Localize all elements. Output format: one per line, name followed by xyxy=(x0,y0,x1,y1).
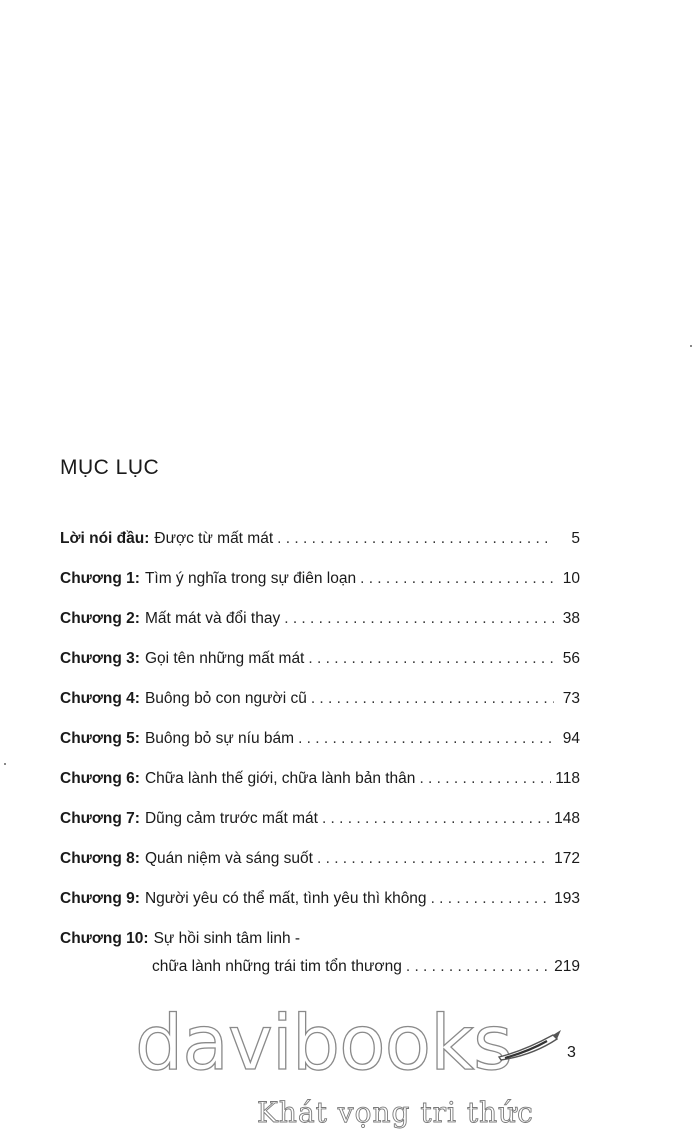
toc-entry-label: Chương 2: xyxy=(60,610,140,627)
toc-entry-chapter-8 xyxy=(60,845,580,873)
toc-entry-chapter-2 xyxy=(60,605,580,633)
toc-entry-title: Buông bỏ con người cũ xyxy=(144,690,307,707)
dot-leader xyxy=(311,685,554,713)
page-number: 3 xyxy=(567,1044,576,1061)
toc-entry-label: Lời nói đầu: xyxy=(60,530,150,547)
toc-entry-chapter-7 xyxy=(60,805,580,833)
page-title: MỤC LỤC xyxy=(60,456,160,479)
toc-entry-page: 148 xyxy=(554,810,580,827)
toc-entry-page: 5 xyxy=(571,530,580,547)
dot-leader xyxy=(360,565,554,593)
toc-entry-chapter-1 xyxy=(60,565,580,593)
watermark-logo-text: davibooks xyxy=(135,998,512,1087)
toc-entry-label: Chương 6: xyxy=(60,770,140,787)
toc-entry-title-continued: chữa lành những trái tim tổn thương xyxy=(152,958,402,975)
toc-entry-title: Dũng cảm trước mất mát xyxy=(144,810,318,827)
toc-entry-chapter-6 xyxy=(60,765,580,793)
toc-entry-page: 73 xyxy=(562,690,580,707)
toc-entry-chapter-3 xyxy=(60,645,580,673)
dot-leader xyxy=(284,605,554,633)
toc-entry-title: Sự hồi sinh tâm linh - xyxy=(153,930,301,947)
toc-entry-page: 38 xyxy=(562,610,580,627)
scan-speck xyxy=(4,763,6,765)
toc-entry-title: Chữa lành thế giới, chữa lành bản thân xyxy=(144,770,416,787)
toc-entry-title: Được từ mất mát xyxy=(154,530,274,547)
toc-entry-label: Chương 7: xyxy=(60,810,140,827)
toc-entry-page: 172 xyxy=(554,850,580,867)
scan-speck xyxy=(690,345,692,347)
toc-entry-chapter-5 xyxy=(60,725,580,753)
toc-entry-label: Chương 5: xyxy=(60,730,140,747)
dot-leader xyxy=(431,885,551,913)
toc-entry-title: Tìm ý nghĩa trong sự điên loạn xyxy=(144,570,357,587)
toc-entry-label: Chương 1: xyxy=(60,570,140,587)
toc-entry-page: 10 xyxy=(562,570,580,587)
toc-entry-title: Người yêu có thể mất, tình yêu thì không xyxy=(144,890,427,907)
pen-icon xyxy=(495,1027,565,1067)
dot-leader xyxy=(322,805,550,833)
watermark-tagline: Khát vọng tri thức xyxy=(257,1096,534,1129)
toc-entry-chapter-9 xyxy=(60,885,580,913)
toc-entry-page: 56 xyxy=(562,650,580,667)
toc-entry-page: 118 xyxy=(555,770,580,787)
dot-leader xyxy=(419,765,551,793)
toc-entry-title: Quán niệm và sáng suốt xyxy=(144,850,313,867)
toc-entry-title: Buông bỏ sự níu bám xyxy=(144,730,295,747)
table-of-contents xyxy=(60,525,580,993)
toc-entry-preface xyxy=(60,525,580,553)
dot-leader xyxy=(308,645,554,673)
toc-entry-title: Gọi tên những mất mát xyxy=(144,650,305,667)
dot-leader xyxy=(298,725,554,753)
toc-entry-label: Chương 8: xyxy=(60,850,140,867)
toc-entry-page: 94 xyxy=(562,730,580,747)
toc-entry-page: 219 xyxy=(554,958,580,975)
toc-entry-label: Chương 3: xyxy=(60,650,140,667)
watermark xyxy=(135,998,595,1135)
toc-entry-label: Chương 10: xyxy=(60,930,149,947)
toc-entry-title: Mất mát và đổi thay xyxy=(144,610,281,627)
dot-leader xyxy=(406,953,550,981)
dot-leader xyxy=(317,845,550,873)
dot-leader xyxy=(277,525,554,553)
toc-entry-label: Chương 9: xyxy=(60,890,140,907)
toc-entry-label: Chương 4: xyxy=(60,690,140,707)
toc-entry-chapter-4 xyxy=(60,685,580,713)
toc-entry-chapter-10 xyxy=(60,925,580,981)
toc-entry-page: 193 xyxy=(554,890,580,907)
